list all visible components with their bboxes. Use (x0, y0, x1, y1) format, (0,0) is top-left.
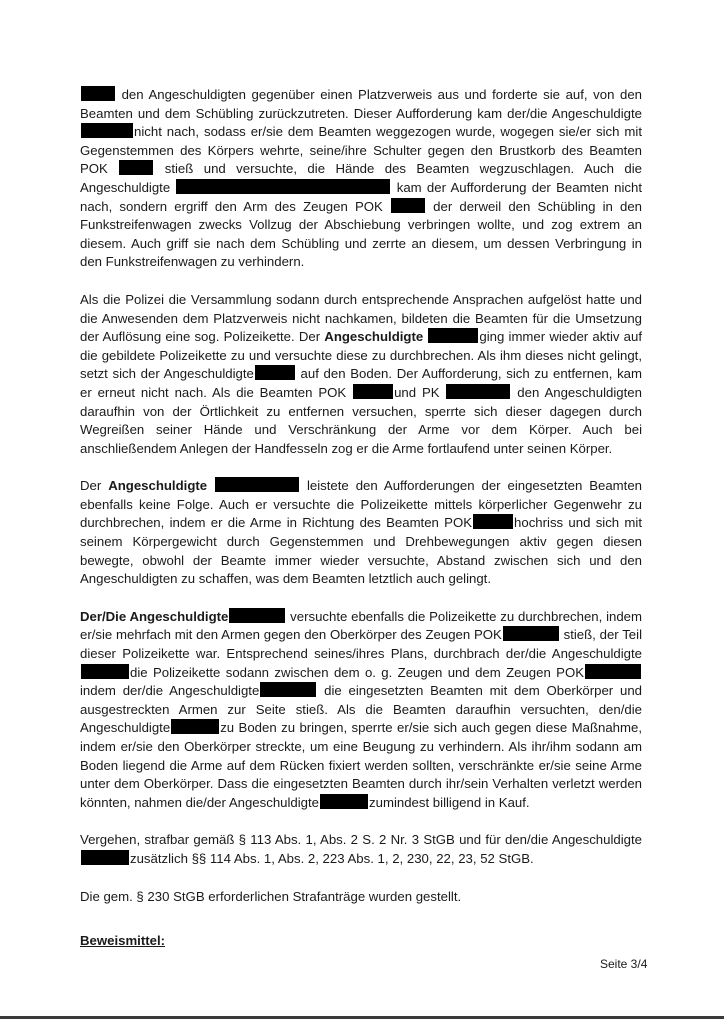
redaction-block (320, 794, 368, 809)
bold-term: Angeschuldigte (108, 478, 208, 494)
paragraph-4: Der/Die Angeschuldigte versuchte ebenfalls die Polizeikette zu durchbrechen, indem er/sie mehrfach mit den Armen gegen den Oberkörper des Zeugen POK stieß, der Teil dieser Polizeikette war. Entsprechend seines/ihres Plans, durchbrach der/die Angeschuldigte die Polizeikette sodann zwischen dem o. g. Zeugen und dem Zeugen POK indem der/die Angeschuldigte die eingesetzten Beamten mit dem Oberkörper und ausgestreckten Armen zur Seite stieß. Als die Beamten daraufhin versuchten, den/die Angeschuldigte zu Boden zu bringen, sperrte er/sie sich auch gegen diese Maßnahme, indem er/sie den Oberkörper streckte, um eine Beugung zu verhindern. Als ihr/ihm sodann am Boden liegend die Arme auf dem Rücken fixiert werden sollten, verschränkte er/sie seine Arme unter dem Oberkörper. Dass die eingesetzten Beamten durch ihr/sein Verhalten verletzt werden könnten, nahmen die/der Angeschuldigte zumindest billigend in Kauf. (80, 608, 642, 810)
redaction-block (428, 328, 478, 343)
redaction-block (81, 664, 129, 679)
paragraph-6: Die gem. § 230 StGB erforderlichen Strafanträge wurden gestellt. (80, 888, 462, 904)
bold-term: Der/Die Angeschuldigte (80, 608, 229, 624)
redaction-block (260, 682, 316, 697)
redaction-block (255, 365, 295, 380)
page-number: Seite 3/4 (600, 957, 648, 971)
redaction-block (229, 608, 285, 623)
paragraph-5: Vergehen, strafbar gemäß § 113 Abs. 1, Abs. 2 S. 2 Nr. 3 StGB und für den/die Angeschuldigte zusätzlich §§ 114 Abs. 1, Abs. 2, 223 Abs. 1, 2, 230, 22, 23, 52 StGB. (80, 832, 642, 866)
redaction-block (81, 123, 133, 138)
redaction-block (585, 664, 641, 679)
document-body (80, 86, 642, 970)
bottom-edge-line (0, 1016, 724, 1019)
redaction-block (176, 179, 390, 194)
paragraph-1: den Angeschuldigten gegenüber einen Platzverweis aus und forderte sie auf, von den Beamten und dem Schübling zurückzutreten. Dieser Aufforderung kam der/die Angeschuldigte nicht nach, sodass er/sie dem Beamten weggezogen wurde, wogegen sie/er sich mit Gegenstemmen des Körpers wehrte, seine/ihre Schulter gegen den Brustkorb des Beamten POK stieß und versuchte, die Hände des Beamten wegzuschlagen. Auch die Angeschuldigte kam der Aufforderung der Beamten nicht nach, sondern ergriff den Arm des Zeugen POK der derweil den Schübling in den Funkstreifenwagen zwecks Vollzug der Abschiebung verbringen wollte, und zog extrem an diesem. Auch griff sie nach dem Schübling und zerrte an diesem, um dessen Verbringung in den Funkstreifenwagen zu verhindern. (80, 87, 642, 270)
redaction-block (215, 477, 299, 492)
redaction-block (171, 719, 219, 734)
redaction-block (119, 160, 153, 175)
redaction-block (353, 384, 393, 399)
redaction-block (391, 198, 425, 213)
redaction-block (503, 626, 559, 641)
redaction-block (81, 850, 129, 865)
redaction-block (446, 384, 510, 399)
paragraph-3: Der Angeschuldigte leistete den Aufforderungen der eingesetzten Beamten ebenfalls keine Folge. Auch er versuchte die Polizeikette mittels körperlicher Gegenwehr zu durchbrechen, indem er die Arme in Richtung des Beamten POK hochriss und sich mit seinem Körpergewicht durch Gegenstemmen und Drehbewegungen aktiv gegen diesen bewegte, obwohl der Beamte immer wieder versuchte, Abstand zwischen sich und den Angeschuldigten zu schaffen, was dem Beamten letztlich auch gelingt. (80, 478, 642, 587)
bold-term: Angeschuldigte (324, 329, 424, 345)
section-heading: Beweismittel: (80, 933, 166, 949)
redaction-block (81, 86, 115, 101)
paragraph-2: Als die Polizei die Versammlung sodann durch entsprechende Ansprachen aufgelöst hatte und die Anwesenden dem Platzverweis nicht nachkamen, bildeten die Beamten für die Umsetzung der Auflösung eine sog. Polizeikette. Der Angeschuldigte ging immer wieder aktiv auf die gebildete Polizeikette zu und versuchte diese zu durchbrechen. Als ihm dieses nicht gelingt, setzt sich der Angeschuldigte auf den Boden. Der Aufforderung, sich zu entfernen, kam er erneut nicht nach. Als die Beamten POK und PK den Angeschuldigten daraufhin von der Örtlichkeit zu entfernen versuchen, sperrte sich dieser dagegen durch Wegreißen seiner Hände und Verschränkung der Arme vor dem Körper. Auch bei anschließendem Anlegen der Handfesseln zog er die Arme fortlaufend unter seinen Körper. (80, 291, 642, 456)
redaction-block (473, 514, 513, 529)
